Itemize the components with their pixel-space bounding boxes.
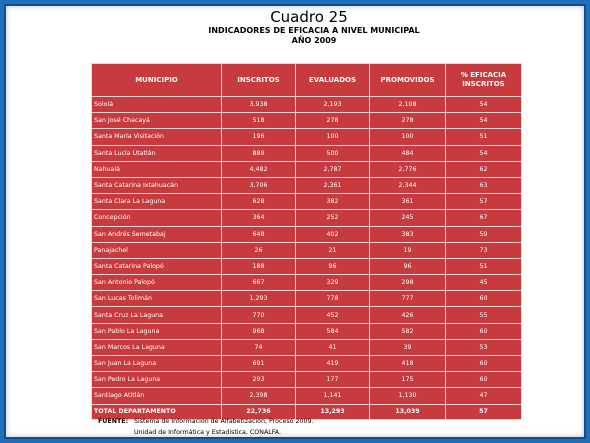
- cell-eficacia: 73: [446, 242, 522, 258]
- cell-promovidos: 2,108: [370, 97, 446, 113]
- cell-inscritos: 3,706: [222, 177, 296, 193]
- column-header-eficacia: % EFICACIA INSCRITOS: [446, 64, 522, 97]
- cell-municipio: Concepción: [92, 210, 222, 226]
- cell-municipio: Santa María Visitación: [92, 129, 222, 145]
- slide: [6, 6, 584, 437]
- cell-municipio: San Andrés Semetabaj: [92, 226, 222, 242]
- table-row: [92, 339, 522, 355]
- cell-eficacia: 51: [446, 129, 522, 145]
- cell-inscritos: 188: [222, 258, 296, 274]
- cell-municipio: Panajachel: [92, 242, 222, 258]
- table-row: [92, 291, 522, 307]
- cell-promovidos: 383: [370, 226, 446, 242]
- cell-promovidos: 278: [370, 113, 446, 129]
- cell-inscritos: 22,736: [222, 404, 296, 419]
- table-subtitle: INDICADORES DE EFICACIA A NIVEL MUNICIPAL: [208, 26, 420, 35]
- cell-municipio: TOTAL DEPARTAMENTO: [92, 404, 222, 419]
- cell-eficacia: 55: [446, 307, 522, 323]
- slide-header: [6, 8, 584, 46]
- cell-eficacia: 67: [446, 210, 522, 226]
- cell-promovidos: 582: [370, 323, 446, 339]
- cell-promovidos: 777: [370, 291, 446, 307]
- cell-eficacia: 60: [446, 356, 522, 372]
- table-row: [92, 356, 522, 372]
- table-row: [92, 177, 522, 193]
- table-year: AÑO 2009: [291, 36, 337, 45]
- cell-eficacia: 51: [446, 258, 522, 274]
- cell-eficacia: 60: [446, 291, 522, 307]
- source-note: [98, 416, 314, 437]
- cell-evaluados: 584: [296, 323, 370, 339]
- cell-evaluados: 419: [296, 356, 370, 372]
- cell-inscritos: 26: [222, 242, 296, 258]
- cell-evaluados: 329: [296, 275, 370, 291]
- cell-inscritos: 691: [222, 356, 296, 372]
- cell-promovidos: 96: [370, 258, 446, 274]
- cell-promovidos: 298: [370, 275, 446, 291]
- cell-evaluados: 177: [296, 372, 370, 388]
- source-line-1: Sistema de Información de Alfabetización, Proceso 2009.: [134, 418, 314, 425]
- cell-promovidos: 39: [370, 339, 446, 355]
- cell-eficacia: 60: [446, 323, 522, 339]
- cell-evaluados: 382: [296, 194, 370, 210]
- source-label: FUENTE:: [98, 418, 129, 425]
- cell-eficacia: 54: [446, 145, 522, 161]
- cell-promovidos: 13,039: [370, 404, 446, 419]
- table-row: [92, 161, 522, 177]
- cell-inscritos: 74: [222, 339, 296, 355]
- table-row: [92, 258, 522, 274]
- column-header-municipio: MUNICIPIO: [92, 64, 222, 97]
- table-row: [92, 307, 522, 323]
- cell-inscritos: 518: [222, 113, 296, 129]
- cell-municipio: Santa Cruz La Laguna: [92, 307, 222, 323]
- cell-municipio: San Pablo La Laguna: [92, 323, 222, 339]
- cell-evaluados: 21: [296, 242, 370, 258]
- cell-inscritos: 628: [222, 194, 296, 210]
- cell-inscritos: 889: [222, 145, 296, 161]
- cell-municipio: Santa Lucía Utatlán: [92, 145, 222, 161]
- cell-evaluados: 1,141: [296, 388, 370, 404]
- cell-eficacia: 45: [446, 275, 522, 291]
- cell-inscritos: 4,482: [222, 161, 296, 177]
- table-header-row: [92, 64, 522, 97]
- cell-municipio: San Lucas Tolimán: [92, 291, 222, 307]
- cell-municipio: Santa Catarina Palopó: [92, 258, 222, 274]
- table-row: [92, 372, 522, 388]
- cell-municipio: Santiago Atitlán: [92, 388, 222, 404]
- cell-evaluados: 778: [296, 291, 370, 307]
- cell-evaluados: 452: [296, 307, 370, 323]
- cell-promovidos: 2,344: [370, 177, 446, 193]
- cell-evaluados: 500: [296, 145, 370, 161]
- cell-eficacia: 59: [446, 226, 522, 242]
- table-row: [92, 323, 522, 339]
- cell-evaluados: 100: [296, 129, 370, 145]
- cell-municipio: San Pedro La Laguna: [92, 372, 222, 388]
- cell-inscritos: 293: [222, 372, 296, 388]
- cell-evaluados: 41: [296, 339, 370, 355]
- cell-eficacia: 57: [446, 194, 522, 210]
- cell-evaluados: 402: [296, 226, 370, 242]
- cell-promovidos: 484: [370, 145, 446, 161]
- cell-inscritos: 3,938: [222, 97, 296, 113]
- table-row: [92, 129, 522, 145]
- table-row: [92, 194, 522, 210]
- cell-evaluados: 96: [296, 258, 370, 274]
- cell-evaluados: 278: [296, 113, 370, 129]
- cell-promovidos: 100: [370, 129, 446, 145]
- column-header-inscritos: INSCRITOS: [222, 64, 296, 97]
- cell-eficacia: 63: [446, 177, 522, 193]
- cell-inscritos: 667: [222, 275, 296, 291]
- cell-eficacia: 47: [446, 388, 522, 404]
- cell-municipio: San Marcos La Laguna: [92, 339, 222, 355]
- table-row: [92, 113, 522, 129]
- table-row: [92, 210, 522, 226]
- table-body: [92, 97, 522, 420]
- cell-evaluados: 2,193: [296, 97, 370, 113]
- cell-municipio: Nahualá: [92, 161, 222, 177]
- cell-eficacia: 53: [446, 339, 522, 355]
- cell-evaluados: 13,293: [296, 404, 370, 419]
- cell-inscritos: 196: [222, 129, 296, 145]
- column-header-promovidos: PROMOVIDOS: [370, 64, 446, 97]
- cell-promovidos: 2,776: [370, 161, 446, 177]
- cell-promovidos: 245: [370, 210, 446, 226]
- cell-evaluados: 2,787: [296, 161, 370, 177]
- table-row: [92, 226, 522, 242]
- cell-inscritos: 1,293: [222, 291, 296, 307]
- table-row: [92, 275, 522, 291]
- cell-municipio: San Antonio Palopó: [92, 275, 222, 291]
- cell-municipio: Sololá: [92, 97, 222, 113]
- column-header-evaluados: EVALUADOS: [296, 64, 370, 97]
- efficacy-table: [91, 63, 522, 420]
- cell-eficacia: 54: [446, 113, 522, 129]
- cell-promovidos: 1,130: [370, 388, 446, 404]
- cell-inscritos: 648: [222, 226, 296, 242]
- table-row: [92, 145, 522, 161]
- table-row: [92, 388, 522, 404]
- cell-inscritos: 968: [222, 323, 296, 339]
- cell-promovidos: 418: [370, 356, 446, 372]
- page-title: Cuadro 25: [270, 8, 348, 26]
- cell-inscritos: 770: [222, 307, 296, 323]
- cell-promovidos: 19: [370, 242, 446, 258]
- table-row: [92, 242, 522, 258]
- cell-promovidos: 361: [370, 194, 446, 210]
- cell-municipio: San Juan La Laguna: [92, 356, 222, 372]
- cell-promovidos: 426: [370, 307, 446, 323]
- cell-evaluados: 2,361: [296, 177, 370, 193]
- cell-municipio: Santa Clara La Laguna: [92, 194, 222, 210]
- cell-eficacia: 54: [446, 97, 522, 113]
- cell-inscritos: 2,398: [222, 388, 296, 404]
- cell-eficacia: 57: [446, 404, 522, 419]
- cell-inscritos: 364: [222, 210, 296, 226]
- source-line-2: Unidad de Informática y Estadística, CONALFA.: [134, 429, 282, 436]
- cell-municipio: San José Chacayá: [92, 113, 222, 129]
- cell-eficacia: 62: [446, 161, 522, 177]
- cell-evaluados: 252: [296, 210, 370, 226]
- cell-eficacia: 60: [446, 372, 522, 388]
- cell-promovidos: 175: [370, 372, 446, 388]
- table-row: [92, 97, 522, 113]
- cell-municipio: Santa Catarina Ixtahuacán: [92, 177, 222, 193]
